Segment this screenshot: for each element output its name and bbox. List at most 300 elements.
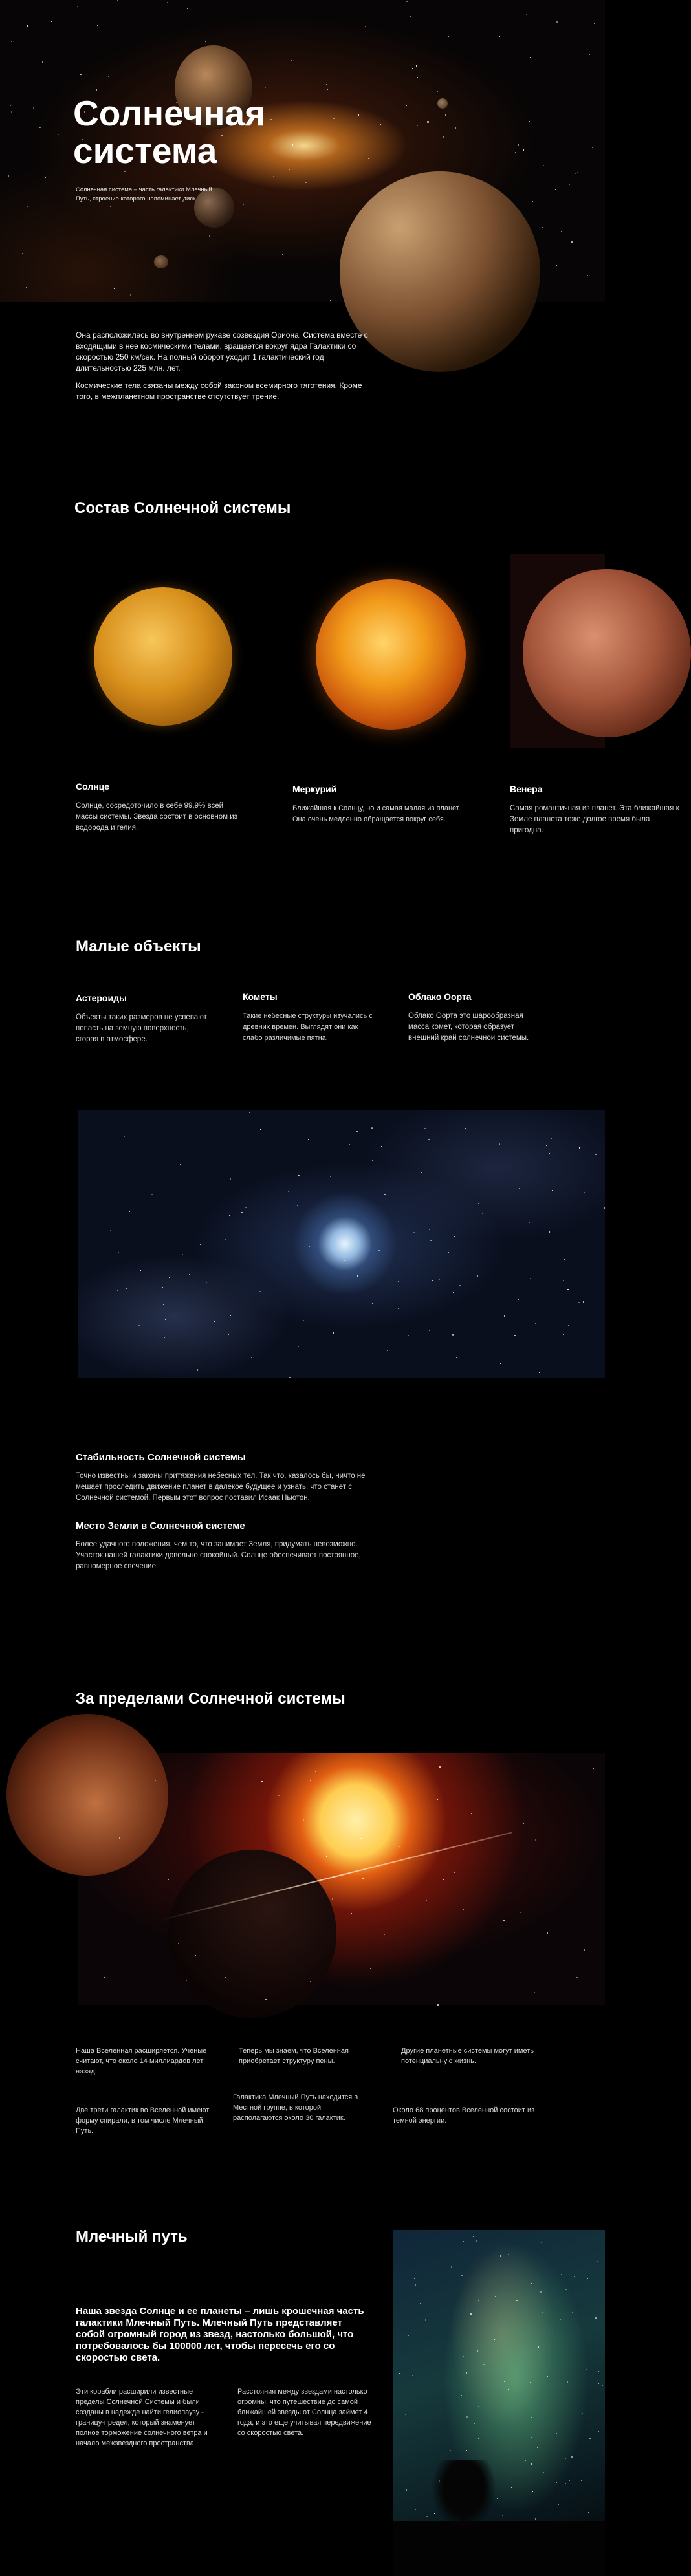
star-dot	[72, 45, 73, 47]
star-dot	[526, 14, 527, 16]
star-dot	[567, 1289, 568, 1290]
star-dot	[598, 2233, 599, 2235]
star-dot	[282, 254, 283, 255]
star-dot	[225, 1977, 226, 1978]
card-mercury	[292, 784, 467, 825]
star-dot	[477, 2350, 479, 2352]
star-dot	[378, 1250, 380, 1251]
star-dot	[371, 1127, 373, 1129]
star-dot	[520, 1912, 521, 1913]
star-dot	[51, 21, 52, 22]
star-dot	[450, 2450, 451, 2451]
neutron-star-image	[78, 1110, 605, 1378]
milky-way-image	[393, 2230, 605, 2576]
star-dot	[561, 231, 562, 232]
star-dot	[564, 1259, 565, 1260]
star-dot	[406, 1, 408, 2]
item-oort-cloud	[408, 991, 544, 1044]
star-dot	[530, 1278, 531, 1279]
star-dot	[439, 1279, 441, 1280]
star-dot	[584, 1949, 585, 1951]
star-dot	[110, 206, 111, 207]
card-mercury-text: Ближайшая к Солнцу, но и самая малая из планет. Она очень медленно обращается вокруг себя.	[292, 805, 461, 823]
card-venus-title: Венера	[510, 784, 543, 794]
star-dot	[499, 1143, 500, 1145]
star-dot	[309, 1246, 310, 1247]
star-dot	[477, 1275, 478, 1276]
star-dot	[547, 2376, 548, 2377]
star-dot	[523, 149, 525, 151]
star-dot	[445, 114, 446, 116]
star-dot	[138, 1325, 140, 1326]
star-dot	[461, 2275, 463, 2276]
star-dot	[140, 36, 141, 38]
star-dot	[229, 1215, 230, 1216]
star-dot	[563, 1280, 564, 1281]
intro-paragraph-2: Космические тела связаны между собой законом всемирного тяготения. Кроме того, в межпланетном пространстве отсутствует трение.	[76, 381, 362, 401]
star-dot	[278, 1795, 280, 1796]
star-dot	[162, 1287, 163, 1288]
star-dot	[560, 2319, 561, 2321]
star-dot	[205, 41, 206, 42]
star-dot	[448, 1252, 449, 1253]
star-dot	[473, 2236, 474, 2237]
item-asteroids	[76, 993, 212, 1045]
card-sun-text: Солнце, сосредоточило в себе 99,9% всей массы системы. Звезда состоит в основном из водорода и гелия.	[76, 802, 237, 832]
star-dot	[437, 2004, 439, 2006]
star-dot	[362, 1878, 364, 1879]
star-dot	[556, 2433, 557, 2434]
star-dot	[579, 1147, 580, 1148]
item-asteroids-title: Астероиды	[76, 993, 127, 1003]
star-dot	[420, 2303, 421, 2304]
star-dot	[516, 2300, 518, 2301]
star-dot	[439, 1766, 441, 1768]
star-dot	[443, 1879, 444, 1880]
star-dot	[77, 6, 78, 8]
item-comets-text: Такие небесные структуры изучались с древних времен. Выглядят они как слабо различимые пятна.	[243, 1012, 373, 1042]
hero-rock	[154, 255, 168, 268]
star-dot	[466, 2372, 467, 2374]
star-dot	[598, 2383, 599, 2384]
red-star-planet-left	[6, 1714, 168, 1876]
star-dot	[503, 1920, 505, 1921]
star-dot	[427, 121, 428, 122]
star-dot	[578, 1302, 580, 1303]
star-dot	[525, 2460, 526, 2462]
star-dot	[360, 1838, 362, 1839]
star-dot	[20, 277, 21, 278]
star-dot	[558, 2504, 559, 2505]
star-dot	[151, 1194, 153, 1195]
star-dot	[568, 1325, 569, 1326]
star-dot	[349, 1144, 350, 1145]
star-dot	[540, 2291, 542, 2292]
star-dot	[574, 2276, 575, 2277]
star-dot	[592, 147, 593, 148]
star-dot	[289, 1377, 291, 1378]
star-dot	[384, 1194, 385, 1195]
star-dot	[451, 2266, 452, 2268]
star-dot	[165, 1319, 166, 1320]
star-dot	[531, 2283, 532, 2284]
star-dot	[461, 2395, 462, 2396]
milky-way-col-2: Расстояния между звездами настолько огромны, что путешествие до самой ближайшей звезды от Солнца займет 4 года, и это еще учитывая передвижение со скоростью света.	[237, 2388, 371, 2437]
item-comets-title: Кометы	[243, 991, 278, 1002]
star-dot	[530, 57, 531, 58]
star-dot	[180, 1164, 181, 1165]
sun-image	[94, 587, 232, 726]
item-oort-title: Облако Оорта	[408, 991, 472, 1002]
star-dot	[500, 2255, 501, 2257]
star-dot	[594, 2352, 595, 2353]
star-dot	[408, 2335, 409, 2336]
star-dot	[303, 1819, 304, 1821]
star-dot	[492, 1755, 493, 1756]
fact-5: Галактика Млечный Путь находится в Местной группе, в которой располагаются около 30 галактик.	[233, 2094, 358, 2122]
star-dot	[587, 275, 588, 276]
star-dot	[415, 2284, 416, 2286]
star-dot	[333, 1332, 335, 1334]
fact-2: Теперь мы знаем, что Вселенная приобретает структуру пены.	[239, 2047, 349, 2065]
star-dot	[588, 2512, 589, 2513]
star-dot	[399, 1846, 400, 1847]
star-dot	[226, 1909, 227, 1910]
item-comets	[243, 991, 378, 1044]
composition-title: Состав Солнечной системы	[74, 499, 291, 517]
star-dot	[483, 2364, 485, 2365]
fact-3: Другие планетные системы могут иметь потенциальную жизнь.	[401, 2047, 534, 2065]
beyond-title: За пределами Солнечной системы	[76, 1690, 346, 1707]
star-dot	[500, 1363, 501, 1364]
fact-1: Наша Вселенная расширяется. Ученые считают, что около 14 миллиардов лет назад.	[76, 2047, 207, 2075]
star-dot	[594, 23, 595, 24]
earth-place-text: Более удачного положения, чем то, что занимает Земля, придумать невозможно. Участок нашей галактики довольно спокойный. Солнце обеспечивает постоянное, равномерное свечение.	[76, 1541, 361, 1570]
star-dot	[406, 105, 407, 106]
star-dot	[535, 2518, 536, 2520]
star-dot	[261, 1781, 262, 1782]
intro-section	[76, 330, 373, 402]
star-dot	[437, 1799, 439, 1800]
star-dot	[587, 2278, 588, 2279]
star-dot	[514, 1335, 516, 1336]
star-dot	[416, 65, 417, 67]
star-dot	[298, 1175, 299, 1176]
star-dot	[567, 2381, 568, 2383]
star-dot	[412, 2375, 413, 2376]
red-star-image	[78, 1753, 605, 2005]
star-dot	[563, 1334, 564, 1335]
star-dot	[595, 2317, 597, 2319]
star-dot	[425, 2319, 426, 2321]
star-dot	[602, 2385, 603, 2386]
star-dot	[424, 1128, 426, 1129]
star-dot	[189, 1274, 190, 1275]
card-sun	[76, 781, 244, 834]
star-dot	[426, 2516, 428, 2517]
star-dot	[595, 1154, 597, 1155]
star-dot	[539, 1372, 540, 1373]
star-dot	[478, 2300, 479, 2301]
star-dot	[326, 84, 327, 85]
star-dot	[505, 1886, 506, 1887]
star-dot	[575, 173, 576, 174]
star-dot	[45, 177, 46, 178]
star-dot	[421, 1172, 422, 1173]
star-dot	[182, 1254, 183, 1255]
star-dot	[530, 2382, 531, 2383]
star-dot	[549, 1153, 550, 1154]
star-dot	[452, 1334, 454, 1335]
star-dot	[310, 1780, 311, 1781]
star-dot	[27, 206, 28, 208]
star-dot	[580, 2366, 582, 2367]
star-dot	[504, 1315, 505, 1317]
stability-section	[76, 1452, 373, 1572]
star-dot	[532, 201, 533, 202]
star-dot	[291, 60, 292, 61]
star-dot	[118, 1252, 119, 1253]
star-dot	[453, 1292, 454, 1293]
star-dot	[370, 1968, 371, 1969]
card-venus-text: Самая романтичная из планет. Эта ближайшая к Земле планета тоже долгое время была пригодна.	[510, 805, 679, 834]
star-dot	[576, 1977, 578, 1978]
star-dot	[565, 2483, 566, 2484]
star-dot	[589, 2438, 591, 2440]
star-dot	[8, 175, 9, 177]
item-oort-text: Облако Оорта это шарообразная масса комет, которая образует внешний край солнечной системы.	[408, 1012, 529, 1042]
star-dot	[508, 2254, 509, 2255]
star-dot	[269, 1185, 270, 1186]
star-dot	[414, 2278, 415, 2280]
star-dot	[288, 1191, 289, 1192]
star-dot	[538, 2346, 539, 2348]
star-dot	[454, 1236, 455, 1237]
star-dot	[555, 189, 556, 191]
milky-way-title: Млечный путь	[76, 2228, 188, 2246]
milky-way-tree-trunk	[461, 2489, 465, 2527]
star-dot	[356, 1131, 358, 1132]
star-dot	[11, 111, 12, 113]
star-dot	[586, 2369, 587, 2370]
star-dot	[597, 2261, 598, 2262]
milky-way-lead: Наша звезда Солнце и ее планеты – лишь крошечная часть галактики Млечный Путь. Млечный Путь представляет собой огромный город из звезд, настолько большой, что потребовалось бы 100000 лет, чтобы пересечь его со скоростью света.	[76, 2306, 364, 2363]
star-dot	[478, 2438, 479, 2439]
star-dot	[478, 1203, 479, 1204]
star-dot	[584, 1192, 585, 1193]
star-dot	[399, 2373, 400, 2374]
hero-moon	[437, 98, 448, 109]
star-dot	[465, 1128, 466, 1129]
star-dot	[398, 1308, 399, 1310]
star-dot	[466, 2450, 467, 2451]
star-dot	[405, 2414, 406, 2415]
star-dot	[577, 172, 578, 173]
star-dot	[578, 2374, 580, 2375]
star-dot	[97, 25, 98, 26]
page-title: Солнечная система	[73, 93, 266, 171]
star-dot	[495, 2296, 496, 2297]
star-dot	[511, 2487, 512, 2488]
star-dot	[197, 1369, 198, 1370]
star-dot	[305, 182, 307, 183]
star-dot	[332, 1898, 333, 1900]
star-dot	[27, 25, 28, 27]
item-asteroids-text: Объекты таких размеров не успевают попасть на земную поверхность, сгорая в атмосфере.	[76, 1013, 207, 1043]
star-dot	[330, 1176, 331, 1177]
star-dot	[529, 121, 531, 122]
star-dot	[406, 2489, 407, 2491]
star-dot	[571, 241, 573, 243]
star-dot	[494, 2339, 495, 2340]
star-dot	[96, 89, 97, 91]
star-dot	[531, 2437, 532, 2438]
star-dot	[384, 1934, 385, 1935]
star-dot	[542, 227, 543, 228]
star-dot	[561, 2274, 562, 2275]
star-dot	[502, 2515, 503, 2516]
star-dot	[556, 21, 558, 23]
star-dot	[110, 1230, 111, 1231]
star-dot	[410, 16, 411, 17]
star-dot	[534, 1992, 535, 1993]
star-dot	[130, 294, 131, 296]
star-dot	[368, 158, 369, 159]
star-dot	[549, 1231, 550, 1232]
star-dot	[553, 2440, 554, 2441]
star-dot	[518, 1299, 519, 1300]
star-dot	[593, 1768, 594, 1769]
star-dot	[260, 1129, 261, 1130]
star-dot	[459, 1285, 460, 1286]
star-dot	[583, 1301, 584, 1303]
star-dot	[287, 1817, 288, 1818]
star-dot	[463, 2241, 464, 2242]
star-dot	[33, 107, 34, 109]
star-dot	[39, 127, 40, 128]
star-dot	[373, 1987, 374, 1988]
star-dot	[365, 26, 366, 27]
star-dot	[463, 1909, 464, 1910]
star-dot	[124, 1136, 125, 1137]
star-dot	[478, 2406, 479, 2407]
star-dot	[26, 287, 27, 288]
star-dot	[330, 300, 331, 301]
milky-way-col-1: Эти корабли расширили известные пределы Солнечной Системы и были созданы в надежде найти гелиопаузу - границу-предел, который знаменует полное торможение солнечного ветра и начало межзвездного пространства.	[76, 2388, 208, 2447]
star-dot	[417, 125, 418, 126]
star-dot	[547, 1932, 548, 1934]
star-dot	[565, 2458, 566, 2459]
star-dot	[117, 0, 118, 1]
star-dot	[398, 69, 399, 70]
venus-image	[510, 554, 605, 748]
star-dot	[429, 1330, 430, 1331]
star-dot	[209, 235, 210, 236]
star-dot	[417, 77, 418, 78]
star-dot	[474, 2423, 475, 2424]
star-dot	[296, 1124, 297, 1125]
star-dot	[429, 1229, 430, 1230]
star-dot	[463, 2356, 464, 2357]
star-dot	[140, 1270, 141, 1272]
star-dot	[573, 1882, 574, 1883]
hero-banner	[0, 0, 605, 302]
star-dot	[357, 1275, 358, 1277]
star-dot	[456, 1357, 457, 1358]
fact-4: Две трети галактик во Вселенной имеют форму спирали, в том числе Млечный Путь.	[76, 2106, 210, 2135]
star-dot	[466, 2416, 468, 2418]
star-dot	[537, 2447, 538, 2448]
star-dot	[541, 2242, 542, 2243]
star-dot	[415, 2509, 416, 2510]
star-dot	[357, 153, 358, 154]
star-dot	[50, 67, 51, 68]
star-dot	[515, 152, 516, 153]
star-dot	[195, 1955, 196, 1956]
star-dot	[472, 118, 473, 119]
star-dot	[470, 2313, 472, 2315]
star-dot	[124, 171, 126, 172]
star-dot	[531, 2417, 532, 2418]
star-dot	[372, 1303, 373, 1304]
star-dot	[591, 2253, 593, 2254]
star-dot	[543, 2472, 544, 2473]
star-dot	[58, 134, 59, 135]
star-dot	[535, 1323, 536, 1324]
star-dot	[572, 2312, 573, 2313]
intro-paragraph-1: Она расположилась во внутреннем рукаве созвездия Ориона. Система вместе с входящими в нее космическими телами, вращается вокруг ядра Галактики со скоростью 250 км/сек. На полный оборот уходит 1 галактический год длительностью 225 млн. лет.	[76, 330, 368, 373]
star-dot	[476, 2240, 477, 2242]
star-dot	[535, 1839, 536, 1841]
star-dot	[454, 1872, 455, 1873]
star-dot	[437, 91, 438, 92]
star-dot	[432, 1280, 433, 1281]
star-dot	[169, 1277, 170, 1278]
star-dot	[315, 1771, 316, 1772]
star-dot	[398, 1281, 399, 1282]
star-dot	[582, 2413, 583, 2414]
star-dot	[430, 1240, 432, 1241]
star-dot	[381, 1146, 382, 1147]
star-dot	[11, 41, 12, 42]
star-dot	[200, 1244, 201, 1245]
star-dot	[225, 1239, 226, 1240]
star-dot	[168, 1879, 169, 1880]
star-dot	[119, 1837, 120, 1839]
star-dot	[251, 1357, 252, 1358]
star-dot	[259, 1291, 261, 1292]
star-dot	[542, 2312, 543, 2313]
star-dot	[448, 36, 449, 37]
star-dot	[529, 1222, 530, 1223]
star-dot	[531, 2463, 532, 2465]
star-dot	[243, 204, 244, 205]
star-dot	[249, 1112, 250, 1113]
star-dot	[598, 2431, 599, 2432]
star-dot	[598, 2371, 599, 2372]
star-dot	[412, 68, 413, 69]
star-dot	[230, 1178, 231, 1180]
star-dot	[569, 2480, 570, 2481]
star-dot	[265, 87, 266, 88]
star-dot	[496, 182, 497, 184]
star-dot	[408, 1335, 409, 1336]
star-dot	[455, 127, 456, 129]
star-dot	[499, 36, 500, 37]
star-dot	[104, 1977, 105, 1978]
star-dot	[556, 265, 557, 266]
star-dot	[508, 2389, 509, 2390]
